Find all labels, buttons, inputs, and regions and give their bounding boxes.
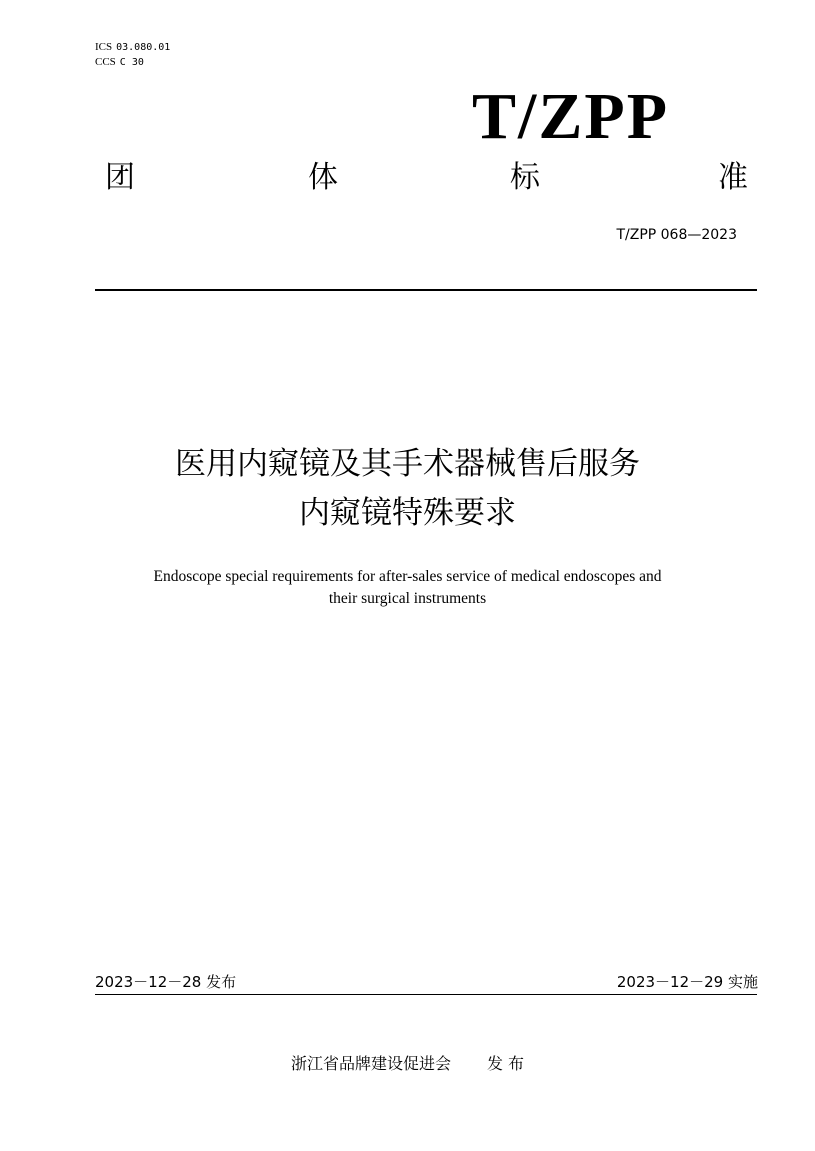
effective-date: 2023－12－29 实施 xyxy=(616,973,758,991)
ics-code: 03.080.01 xyxy=(116,42,171,53)
classification-codes xyxy=(95,40,170,70)
publisher-action: 发 布 xyxy=(486,1054,525,1073)
standard-type-char-3: 标 xyxy=(510,160,540,195)
ccs-line xyxy=(95,55,170,70)
publisher-line xyxy=(0,1053,815,1075)
title-en-line-2: their surgical instruments xyxy=(328,590,487,607)
title-cn-line-2: 内窥镜特殊要求 xyxy=(299,495,516,531)
header-divider xyxy=(95,289,757,291)
ics-line xyxy=(95,40,170,55)
standard-logo: T/ZPP xyxy=(472,80,670,153)
ccs-code: C 30 xyxy=(119,57,144,68)
footer-divider xyxy=(95,994,757,995)
standard-type-char-4: 准 xyxy=(718,160,748,195)
title-en-line-1: Endoscope special requirements for after-sales service of medical endoscopes and xyxy=(153,568,662,585)
publisher-name: 浙江省品牌建设促进会 xyxy=(290,1054,451,1073)
standard-type-char-1: 团 xyxy=(105,160,135,195)
issue-date: 2023－12－28 发布 xyxy=(95,973,237,991)
ics-label: ICS xyxy=(95,41,113,53)
standard-type-char-2: 体 xyxy=(308,160,338,195)
title-cn-line-1: 医用内窥镜及其手术器械售后服务 xyxy=(175,446,640,482)
standard-number: T/ZPP 068—2023 xyxy=(616,227,737,243)
ccs-label: CCS xyxy=(95,56,116,68)
